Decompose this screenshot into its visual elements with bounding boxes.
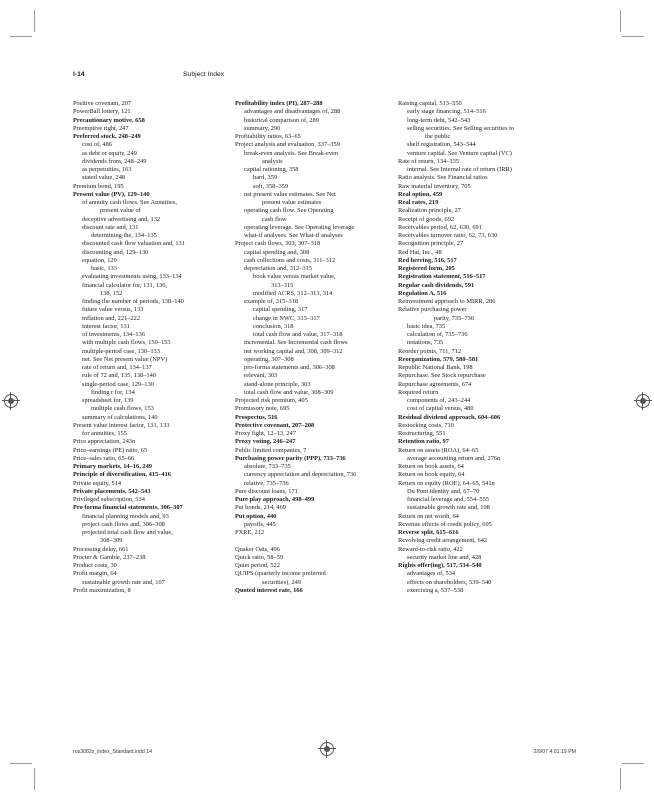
index-entry: the public (425, 133, 451, 140)
index-entry: summary, 290 (244, 124, 281, 132)
index-entry: discounted cash flow valuation and, 131 (82, 240, 185, 248)
index-entry: long-term debt, 542–543 (407, 116, 471, 124)
index-entry: Project cash flows, 303, 307–318 (235, 240, 321, 248)
index-entry: Purchasing power parity (PPP), 733–736 (235, 454, 346, 462)
index-entry: Receipt of goods, 692 (398, 215, 455, 223)
index-entry: components of, 243–244 (407, 397, 471, 404)
index-entry: Reinvestment approach to MIRR, 286 (398, 298, 496, 305)
index-entry: spreadsheet for, 139 (82, 397, 134, 404)
index-entry: advantages and disadvantages of, 288 (244, 108, 341, 116)
index-entry: incremental. See Incremental cash flows (244, 339, 348, 347)
index-entry: notations, 735 (407, 339, 444, 347)
index-entry: Republic National Bank, 198 (398, 364, 473, 371)
index-entry: early stage financing, 514–516 (407, 108, 486, 116)
index-entry: Du Pont identity and, 67–70 (407, 487, 480, 495)
index-entry: present value of (100, 207, 141, 215)
index-entry: operating cash flow. See Operating (244, 207, 334, 215)
index-entry: advantages of, 534 (407, 570, 456, 578)
registration-mark (320, 742, 334, 756)
index-entry: future value versus, 133 (82, 306, 144, 314)
index-entry: relative, 735–736 (244, 479, 289, 487)
registration-mark (4, 394, 18, 408)
index-entry: cost of capital versus, 480 (407, 405, 474, 413)
index-entry: Privileged subscription, 534 (73, 496, 145, 503)
index-entry: Private placements, 542–543 (73, 487, 151, 495)
index-entry: hard, 359 (253, 174, 278, 182)
index-entry: Prospectus, 516 (235, 413, 278, 421)
index-entry: Raw material inventory, 705 (398, 182, 471, 190)
index-entry: Procter & Gamble, 237–238 (73, 553, 146, 561)
index-entry: Repurchase agreements, 674 (398, 380, 472, 388)
index-entry: Put bonds, 214, 469 (235, 504, 286, 512)
index-entry: security market line and, 428 (407, 553, 482, 561)
index-entry: Price–sales ratio, 65–66 (73, 454, 135, 462)
index-entry: Regular cash dividends, 591 (398, 281, 475, 289)
index-entry: discounting and, 129–130 (82, 248, 149, 256)
index-entry: calculation of, 735–736 (407, 331, 468, 338)
index-entry: what-if analyses. See What-if analyses (244, 232, 343, 239)
index-entry: analysis (262, 157, 283, 165)
index-entry: for annuities, 155 (82, 430, 127, 437)
index-entry: Preemptive right, 247 (73, 124, 129, 132)
index-entry: Premium bond, 195 (73, 182, 124, 190)
index-entry: financial calculator for, 131, 136, (82, 281, 168, 289)
crop-mark (34, 768, 35, 790)
index-entry: QUIPS (quarterly income preferred (235, 570, 326, 578)
index-entry: 308–309 (100, 537, 123, 545)
page-header (73, 71, 225, 78)
index-entry: Quaker Oats, 496 (235, 545, 280, 553)
index-entry: Projected risk premium, 405 (235, 397, 308, 404)
index-entry: interest factor, 131 (82, 322, 130, 330)
index-entry: Restocking costs, 710 (398, 421, 454, 429)
index-entry: Return on book equity, 64 (398, 471, 465, 479)
index-entry: Return on assets (ROA), 64–65 (398, 446, 479, 454)
crop-mark (34, 10, 35, 32)
index-entry: selling securities. See Selling securities to (407, 124, 515, 132)
index-entry: Ratio analysis. See Financial ratios (398, 174, 488, 182)
index-entry: Pro forma financial statements, 306–307 (73, 504, 183, 512)
index-entry: cash flow (262, 215, 287, 223)
index-entry: effects on shareholders, 539–540 (407, 578, 492, 586)
index-entry: Reverse split, 615–616 (398, 529, 459, 536)
index-entry: cost of, 486 (82, 141, 112, 149)
index-entry: Reorganization, 579, 580–581 (398, 355, 479, 363)
index-entry: Required return (398, 388, 439, 396)
index-entry: Quoted interest rate, 166 (235, 586, 303, 594)
index-entry: net. See Net present value (NPV) (82, 355, 168, 363)
index-entry: financial planning models and, 93 (82, 512, 169, 520)
index-entry: Put option, 440 (235, 512, 277, 520)
index-entry: Receivables turnover ratio, 62, 73, 630 (398, 232, 498, 239)
index-entry: Revolving credit arrangement, 642 (398, 537, 488, 545)
index-entry: pro-forma statements and, 306–308 (244, 364, 335, 371)
index-entry: Reorder points, 711, 712 (398, 347, 462, 355)
index-entry: Processing delay, 661 (73, 545, 129, 553)
index-entry: Pure play approach, 498–499 (235, 496, 315, 503)
index-entry: Real option, 459 (398, 190, 443, 198)
index-entry: relevant, 303 (244, 372, 278, 380)
page-folio: I-14 (73, 71, 85, 78)
index-entry: Return on net worth, 64 (398, 512, 459, 520)
index-entry: sustainable growth rate and, 107 (82, 578, 165, 586)
index-column-2 (235, 100, 395, 595)
index-entry: Profitability index (PI), 287–288 (235, 100, 323, 107)
index-entry: venture capital. See Venture capital (VC) (407, 149, 512, 157)
index-entry: capital spending, 317 (253, 306, 308, 314)
index-entry: single-period case, 129–130 (82, 380, 154, 388)
index-entry: Proxy fight, 12–13, 247 (235, 430, 296, 437)
index-entry: change in NWC, 315–317 (253, 314, 320, 322)
index-entry: Profit maximization, 8 (73, 586, 131, 594)
index-entry: Preferred stock, 248–249 (73, 133, 141, 140)
index-entry: rate of return and, 134–137 (82, 364, 152, 371)
index-entry: Project analysis and evaluation, 337–359 (235, 141, 340, 149)
index-entry: with multiple cash flows, 150–153 (82, 339, 171, 347)
index-entry: operating, 307–308 (244, 355, 294, 363)
index-entry: operating leverage. See Operating leverage (244, 223, 355, 231)
index-entry: Present value (PV), 129–140 (73, 190, 150, 198)
index-entry: historical comparison of, 289 (244, 116, 319, 124)
index-entry: Pure discount loans, 171 (235, 487, 298, 495)
index-entry: dividends from, 248–249 (82, 157, 147, 165)
index-entry: of annuity cash flows. See Annuities, (82, 199, 177, 206)
index-entry: Registration statement, 516–517 (398, 273, 486, 281)
index-entry: PowerBall lottery, 121 (73, 108, 131, 116)
index-entry: Residual dividend approach, 604–606 (398, 413, 501, 421)
index-entry: Red Hat, Inc., 48 (398, 248, 442, 256)
index-entry: example of, 315–318 (244, 298, 299, 305)
index-entry: net working capital and, 308, 309–312 (244, 347, 343, 355)
index-entry: Profitability ratios, 63–65 (235, 133, 301, 140)
index-entry: as debt or equity, 249 (82, 149, 137, 157)
index-entry: parity, 735–736 (434, 314, 475, 322)
index-entry: Rate of return, 134–135 (398, 157, 460, 165)
index-entry: capital spending and, 308 (244, 248, 310, 256)
index-entry: Real rates, 219 (398, 199, 439, 206)
index-entry: Relative purchasing power (398, 306, 467, 314)
index-entry: modified ACRS, 312–313, 314 (253, 289, 333, 297)
index-entry: total cash flow and value, 317–318 (253, 331, 343, 338)
index-entry: evaluating investments using, 133–134 (82, 273, 182, 281)
index-entry: rule of 72 and, 135, 138–140 (82, 372, 157, 380)
index-entry: depreciation and, 312–315 (244, 265, 312, 272)
index-entry: PXRE, 212 (235, 529, 265, 536)
index-entry: Private equity, 514 (73, 479, 122, 487)
index-entry: finding r for, 134 (91, 388, 135, 396)
index-entry: Return on book assets, 64 (398, 463, 464, 470)
index-entry: Receivables period, 62, 630, 691 (398, 223, 482, 231)
index-entry: securities), 249 (262, 578, 302, 586)
index-entry: Retention ratio, 97 (398, 438, 449, 446)
index-entry: Registered form, 205 (398, 265, 455, 272)
index-entry: Principle of diversification, 415–416 (73, 471, 171, 479)
index-entry: sustainable growth rate and, 108 (407, 504, 490, 512)
index-entry: Primary markets, 14–16, 249 (73, 463, 152, 470)
crop-mark (620, 10, 621, 32)
index-entry: discount rate and, 131 (82, 223, 139, 231)
index-entry: deceptive advertising and, 132 (82, 215, 161, 223)
index-entry: book value versus market value, (253, 273, 336, 281)
index-entry: Revenue effects of credit policy, 695 (398, 520, 492, 528)
crop-mark (622, 763, 644, 764)
index-entry: capital rationing, 358 (244, 166, 299, 173)
index-entry: stated value, 248 (82, 174, 126, 182)
index-entry: as perpetuities, 163 (82, 166, 132, 173)
index-entry: exercising a, 537–538 (407, 586, 464, 594)
index-entry: Reward-to-risk ratio, 422 (398, 545, 463, 553)
index-entry: Present value interest factor, 131, 133 (73, 421, 170, 429)
index-entry: Price appreciation, 243n (73, 438, 136, 446)
index-entry: Proxy voting, 246–247 (235, 438, 296, 446)
index-entry: 138, 152 (100, 289, 123, 297)
index-entry: soft, 358–359 (253, 182, 289, 190)
index-entry: Regulation A, 516 (398, 289, 447, 297)
index-entry: 313–315 (271, 281, 294, 289)
index-entry: Repurchase. See Stock repurchase (398, 372, 486, 380)
index-entry: Quiet period, 522 (235, 562, 280, 569)
crop-mark (10, 763, 32, 764)
index-entry: projected total cash flow and value, (82, 529, 173, 536)
registration-mark (636, 394, 650, 408)
index-entry: stand-alone principle, 303 (244, 380, 311, 388)
crop-mark (10, 36, 32, 37)
index-entry: inflation and, 221–222 (82, 314, 141, 322)
index-entry: Price–earnings (PE) ratio, 65 (73, 446, 148, 454)
index-entry: total cash flow and value, 308–309 (244, 388, 334, 396)
index-entry: project cash flows and, 306–308 (82, 520, 165, 528)
index-entry: internal. See Internal rate of return (IRR) (407, 166, 512, 173)
index-entry: conclusion, 318 (253, 322, 294, 330)
index-entry: net present value estimates. See Net (244, 190, 336, 198)
index-entry: present value estimates (262, 199, 322, 206)
index-entry: determining the, 134–135 (91, 232, 157, 239)
index-entry: cash collections and costs, 311–312 (244, 256, 336, 264)
index-entry: basic idea, 735 (407, 322, 446, 330)
index-column-1 (73, 100, 228, 595)
index-entry: Quick ratio, 58–59 (235, 553, 284, 561)
index-entry: currency appreciation and depreciation, 736 (244, 471, 357, 479)
footer-timestamp: 2/9/07 4:01:19 PM (533, 749, 576, 755)
index-entry: shelf registration, 543–544 (407, 141, 476, 149)
index-entry: of investments, 134–136 (82, 331, 146, 338)
index-entry: Rights offer(ing), 517, 534–540 (398, 562, 482, 569)
crop-mark (620, 768, 621, 790)
index-entry: Raising capital, 513–550 (398, 100, 462, 107)
crop-mark (622, 36, 644, 37)
index-entry: Public limited companies, 7 (235, 446, 307, 454)
index-entry: Product costs, 30 (73, 562, 117, 569)
index-entry: Recognition principle, 27 (398, 240, 464, 248)
index-entry: average accounting return and, 276n (407, 454, 501, 462)
index-entry: multiple cash flows, 153 (91, 405, 154, 413)
index-entry: Promissory note, 695 (235, 405, 290, 413)
index-entry: break-even analysis. See Break-even (244, 149, 339, 157)
index-entry: Protective covenant, 207–208 (235, 421, 315, 429)
index-entry: Realization principle, 27 (398, 207, 461, 215)
index-entry: summary of calculations, 140 (82, 413, 158, 421)
index-entry: Profit margin, 64 (73, 570, 117, 578)
index-entry: finding the number of periods, 138–140 (82, 298, 184, 305)
index-entry: financial leverage and, 554–555 (407, 496, 489, 503)
running-head: Subject Index (183, 71, 225, 78)
index-entry: Return on equity (ROE), 64–65, 541n (398, 479, 495, 487)
index-entry: absolute, 733–735 (244, 463, 291, 470)
index-entry: payoffs, 445 (244, 520, 276, 528)
index-entry: basic, 133 (91, 265, 117, 272)
footer-filename: ros3082x_index_Standard.indd 14 (73, 749, 153, 755)
index-entry: Red herring, 516, 517 (398, 256, 457, 264)
index-entry: Precautionary motive, 658 (73, 116, 145, 124)
index-entry: Restructuring, 551 (398, 430, 446, 437)
index-entry: equation, 129 (82, 256, 117, 264)
index-column-3 (398, 100, 573, 595)
index-entry: multiple-period case, 130–133 (82, 347, 160, 355)
index-entry: Positive covenant, 207 (73, 100, 132, 107)
